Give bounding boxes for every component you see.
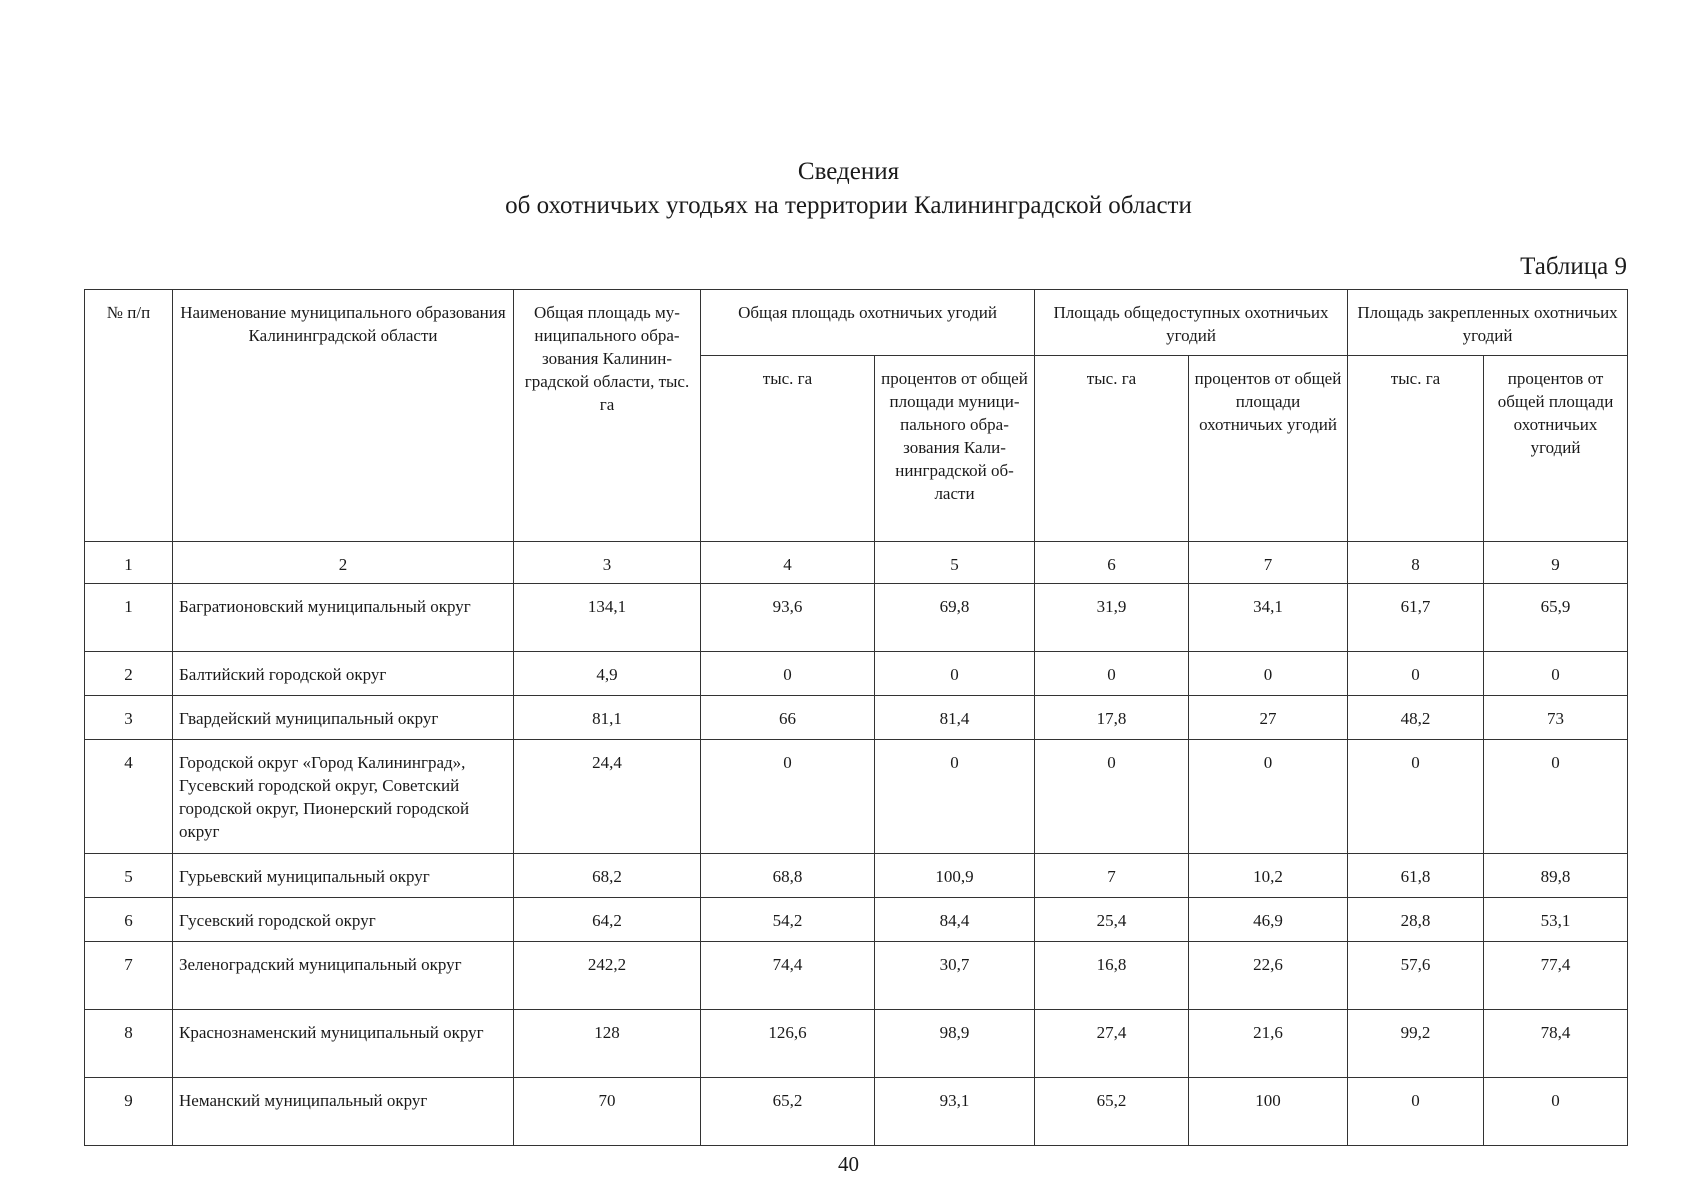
column-number: 8 xyxy=(1348,542,1484,584)
column-number: 3 xyxy=(514,542,701,584)
assigned-percent-cell: 73 xyxy=(1484,696,1628,740)
public-area-cell: 7 xyxy=(1035,854,1189,898)
table-row xyxy=(85,652,1628,696)
assigned-area-cell: 0 xyxy=(1348,1078,1484,1146)
total-area-cell: 4,9 xyxy=(514,652,701,696)
header-total-area: Общая площадь муниципального образования Калининградской области, тыс. га xyxy=(514,290,701,542)
public-area-cell: 27,4 xyxy=(1035,1010,1189,1078)
table-row xyxy=(85,942,1628,1010)
hunting-percent-cell: 30,7 xyxy=(875,942,1035,1010)
row-number: 2 xyxy=(85,652,173,696)
column-number: 4 xyxy=(701,542,875,584)
row-number: 3 xyxy=(85,696,173,740)
public-percent-cell: 34,1 xyxy=(1189,584,1348,652)
header-col-6: тыс. га xyxy=(1035,356,1189,542)
municipality-name: Гусевский городской округ xyxy=(173,898,514,942)
column-number: 1 xyxy=(85,542,173,584)
total-area-cell: 64,2 xyxy=(514,898,701,942)
hunting-percent-cell: 93,1 xyxy=(875,1078,1035,1146)
municipality-name: Зеленоградский муниципальный округ xyxy=(173,942,514,1010)
assigned-percent-cell: 0 xyxy=(1484,1078,1628,1146)
municipality-name: Гвардейский муниципальный округ xyxy=(173,696,514,740)
row-number: 6 xyxy=(85,898,173,942)
header-col-7: процентов от общей площади охотничьих угодий xyxy=(1189,356,1348,542)
column-number: 9 xyxy=(1484,542,1628,584)
table-row xyxy=(85,1010,1628,1078)
public-percent-cell: 10,2 xyxy=(1189,854,1348,898)
title-line-1: Сведения xyxy=(797,158,900,185)
header-public-hunting: Площадь общедоступных охотничьих угодий xyxy=(1035,290,1348,356)
municipality-name: Городской округ «Город Калининград», Гусевский городской округ, Советский городской округ, Пионерский городской округ xyxy=(173,740,514,854)
table-row xyxy=(85,584,1628,652)
assigned-percent-cell: 65,9 xyxy=(1484,584,1628,652)
hunting-percent-cell: 0 xyxy=(875,740,1035,854)
public-percent-cell: 100 xyxy=(1189,1078,1348,1146)
total-area-cell: 70 xyxy=(514,1078,701,1146)
assigned-area-cell: 0 xyxy=(1348,740,1484,854)
row-number: 1 xyxy=(85,584,173,652)
total-area-cell: 128 xyxy=(514,1010,701,1078)
public-area-cell: 16,8 xyxy=(1035,942,1189,1010)
total-area-cell: 134,1 xyxy=(514,584,701,652)
table-label: Таблица 9 xyxy=(1520,253,1627,280)
municipality-name: Краснознаменский муниципальный округ xyxy=(173,1010,514,1078)
hunting-area-cell: 54,2 xyxy=(701,898,875,942)
table-row xyxy=(85,854,1628,898)
public-area-cell: 0 xyxy=(1035,740,1189,854)
hunting-area-cell: 68,8 xyxy=(701,854,875,898)
header-col-5: процентов от общей площади муниципального образования Калининградской области xyxy=(875,356,1035,542)
hunting-percent-cell: 100,9 xyxy=(875,854,1035,898)
header-num: № п/п xyxy=(85,290,173,542)
total-area-cell: 242,2 xyxy=(514,942,701,1010)
row-number: 9 xyxy=(85,1078,173,1146)
header-col-8: тыс. га xyxy=(1348,356,1484,542)
hunting-area-cell: 126,6 xyxy=(701,1010,875,1078)
public-area-cell: 65,2 xyxy=(1035,1078,1189,1146)
title-line-2: об охотничьих угодьях на территории Калининградской области xyxy=(505,192,1192,219)
public-area-cell: 0 xyxy=(1035,652,1189,696)
municipality-name: Багратионовский муниципальный округ xyxy=(173,584,514,652)
hunting-area-cell: 74,4 xyxy=(701,942,875,1010)
table-row xyxy=(85,696,1628,740)
row-number: 7 xyxy=(85,942,173,1010)
hunting-percent-cell: 69,8 xyxy=(875,584,1035,652)
column-number-row xyxy=(85,542,1628,584)
column-number: 7 xyxy=(1189,542,1348,584)
row-number: 5 xyxy=(85,854,173,898)
municipality-name: Гурьевский муниципальный округ xyxy=(173,854,514,898)
assigned-area-cell: 61,7 xyxy=(1348,584,1484,652)
header-assigned-hunting: Площадь закрепленных охотничьих угодий xyxy=(1348,290,1628,356)
table-row xyxy=(85,1078,1628,1146)
table-row xyxy=(85,898,1628,942)
column-number: 6 xyxy=(1035,542,1189,584)
assigned-percent-cell: 89,8 xyxy=(1484,854,1628,898)
hunting-percent-cell: 84,4 xyxy=(875,898,1035,942)
assigned-percent-cell: 78,4 xyxy=(1484,1010,1628,1078)
hunting-area-cell: 0 xyxy=(701,740,875,854)
public-area-cell: 25,4 xyxy=(1035,898,1189,942)
header-hunting-total: Общая площадь охотничьих угодий xyxy=(701,290,1035,356)
assigned-area-cell: 57,6 xyxy=(1348,942,1484,1010)
hunting-percent-cell: 81,4 xyxy=(875,696,1035,740)
public-percent-cell: 22,6 xyxy=(1189,942,1348,1010)
row-number: 4 xyxy=(85,740,173,854)
header-col-4: тыс. га xyxy=(701,356,875,542)
hunting-area-cell: 66 xyxy=(701,696,875,740)
column-number: 2 xyxy=(173,542,514,584)
total-area-cell: 24,4 xyxy=(514,740,701,854)
assigned-percent-cell: 0 xyxy=(1484,652,1628,696)
table-row xyxy=(85,740,1628,854)
assigned-percent-cell: 0 xyxy=(1484,740,1628,854)
public-percent-cell: 46,9 xyxy=(1189,898,1348,942)
public-percent-cell: 0 xyxy=(1189,740,1348,854)
header-name: Наименование муниципального образования Калининградской области xyxy=(173,290,514,542)
assigned-area-cell: 28,8 xyxy=(1348,898,1484,942)
public-area-cell: 17,8 xyxy=(1035,696,1189,740)
assigned-percent-cell: 53,1 xyxy=(1484,898,1628,942)
public-percent-cell: 21,6 xyxy=(1189,1010,1348,1078)
municipality-name: Неманский муниципальный округ xyxy=(173,1078,514,1146)
assigned-percent-cell: 77,4 xyxy=(1484,942,1628,1010)
table-header xyxy=(85,290,1628,584)
total-area-cell: 81,1 xyxy=(514,696,701,740)
public-percent-cell: 0 xyxy=(1189,652,1348,696)
municipality-name: Балтийский городской округ xyxy=(173,652,514,696)
hunting-area-cell: 0 xyxy=(701,652,875,696)
assigned-area-cell: 0 xyxy=(1348,652,1484,696)
hunting-percent-cell: 0 xyxy=(875,652,1035,696)
assigned-area-cell: 48,2 xyxy=(1348,696,1484,740)
document-title xyxy=(0,155,1697,223)
hunting-area-cell: 93,6 xyxy=(701,584,875,652)
hunting-percent-cell: 98,9 xyxy=(875,1010,1035,1078)
total-area-cell: 68,2 xyxy=(514,854,701,898)
header-col-9: процентов от общей площади охотничьих угодий xyxy=(1484,356,1628,542)
hunting-area-cell: 65,2 xyxy=(701,1078,875,1146)
assigned-area-cell: 99,2 xyxy=(1348,1010,1484,1078)
page-number: 40 xyxy=(838,1152,859,1176)
column-number: 5 xyxy=(875,542,1035,584)
public-percent-cell: 27 xyxy=(1189,696,1348,740)
row-number: 8 xyxy=(85,1010,173,1078)
public-area-cell: 31,9 xyxy=(1035,584,1189,652)
assigned-area-cell: 61,8 xyxy=(1348,854,1484,898)
hunting-grounds-table xyxy=(84,289,1628,1146)
